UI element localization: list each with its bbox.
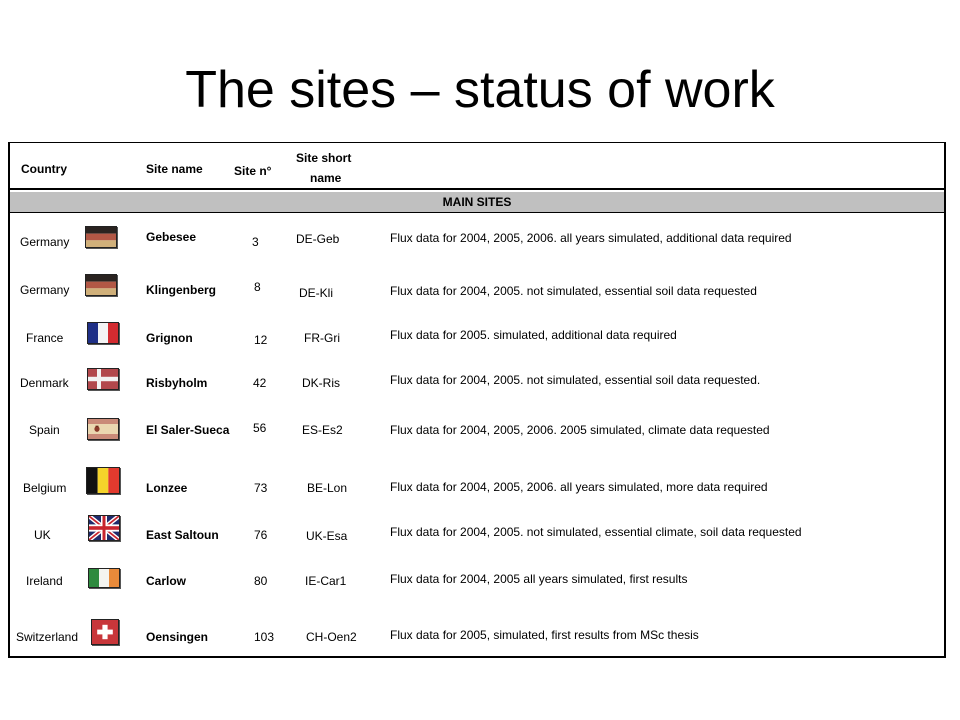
row-country: Spain bbox=[29, 423, 60, 437]
switzerland-flag-icon bbox=[91, 619, 119, 645]
row-site-name: Risbyholm bbox=[146, 376, 208, 390]
row-status: Flux data for 2004, 2005, 2006. all years simulated, additional data required bbox=[390, 231, 792, 245]
row-status: Flux data for 2005, simulated, first results from MSc thesis bbox=[390, 628, 699, 642]
row-site-number: 80 bbox=[254, 574, 268, 588]
row-short-name: IE-Car1 bbox=[305, 574, 347, 588]
header-site-number: Site n° bbox=[234, 164, 272, 178]
row-short-name: DE-Kli bbox=[299, 286, 334, 300]
row-country: Belgium bbox=[23, 481, 67, 495]
row-status: Flux data for 2004, 2005. not simulated, essential soil data requested. bbox=[390, 373, 761, 387]
row-short-name: DK-Ris bbox=[302, 376, 340, 390]
row-site-name: Carlow bbox=[146, 574, 187, 588]
row-site-name: Oensingen bbox=[146, 630, 209, 644]
row-site-name: Lonzee bbox=[146, 481, 188, 495]
row-site-number: 42 bbox=[253, 376, 267, 390]
row-short-name: UK-Esa bbox=[306, 529, 348, 543]
ireland-flag-icon bbox=[88, 568, 120, 588]
row-status: Flux data for 2004, 2005. not simulated, essential soil data requested bbox=[390, 284, 757, 298]
germany-flag-icon bbox=[85, 226, 117, 248]
row-short-name: BE-Lon bbox=[307, 481, 348, 495]
row-country: UK bbox=[34, 528, 51, 542]
row-site-number: 12 bbox=[254, 333, 268, 347]
row-site-name: East Saltoun bbox=[146, 528, 219, 542]
header-site-name: Site name bbox=[146, 162, 203, 176]
belgium-flag-icon bbox=[86, 467, 120, 494]
row-status: Flux data for 2005. simulated, additional data required bbox=[390, 328, 677, 342]
row-status: Flux data for 2004, 2005, 2006. 2005 simulated, climate data requested bbox=[390, 423, 770, 437]
row-country: Germany bbox=[20, 235, 70, 249]
row-site-number: 3 bbox=[252, 235, 259, 249]
row-status: Flux data for 2004, 2005, 2006. all years simulated, more data required bbox=[390, 480, 768, 494]
header-divider bbox=[8, 188, 946, 190]
row-site-name: Gebesee bbox=[146, 230, 197, 244]
row-short-name: ES-Es2 bbox=[302, 423, 343, 437]
uk-flag-icon bbox=[88, 515, 120, 541]
row-site-number: 56 bbox=[253, 421, 267, 435]
row-country: Denmark bbox=[20, 376, 69, 390]
row-country: Ireland bbox=[26, 574, 63, 588]
header-short-name-line1: Site short bbox=[296, 151, 352, 165]
row-country: France bbox=[26, 331, 64, 345]
main-sites-banner: MAIN SITES bbox=[10, 192, 944, 213]
row-short-name: DE-Geb bbox=[296, 232, 340, 246]
spain-flag-icon bbox=[87, 418, 119, 440]
header-country: Country bbox=[21, 162, 67, 176]
row-country: Germany bbox=[20, 283, 70, 297]
row-status: Flux data for 2004, 2005 all years simulated, first results bbox=[390, 572, 688, 586]
row-site-name: El Saler-Sueca bbox=[146, 423, 230, 437]
row-site-number: 103 bbox=[254, 630, 275, 644]
row-status: Flux data for 2004, 2005. not simulated, essential climate, soil data requested bbox=[390, 525, 802, 539]
denmark-flag-icon bbox=[87, 368, 119, 390]
row-site-number: 73 bbox=[254, 481, 268, 495]
germany-flag-icon bbox=[85, 274, 117, 296]
row-short-name: CH-Oen2 bbox=[306, 630, 357, 644]
row-country: Switzerland bbox=[16, 630, 79, 644]
row-site-name: Grignon bbox=[146, 331, 193, 345]
row-site-name: Klingenberg bbox=[146, 283, 217, 297]
row-site-number: 8 bbox=[254, 280, 261, 294]
header-short-name-line2: name bbox=[310, 171, 342, 185]
slide-title: The sites – status of work bbox=[185, 61, 775, 119]
row-site-number: 76 bbox=[254, 528, 268, 542]
row-short-name: FR-Gri bbox=[304, 331, 340, 345]
france-flag-icon bbox=[87, 322, 119, 344]
